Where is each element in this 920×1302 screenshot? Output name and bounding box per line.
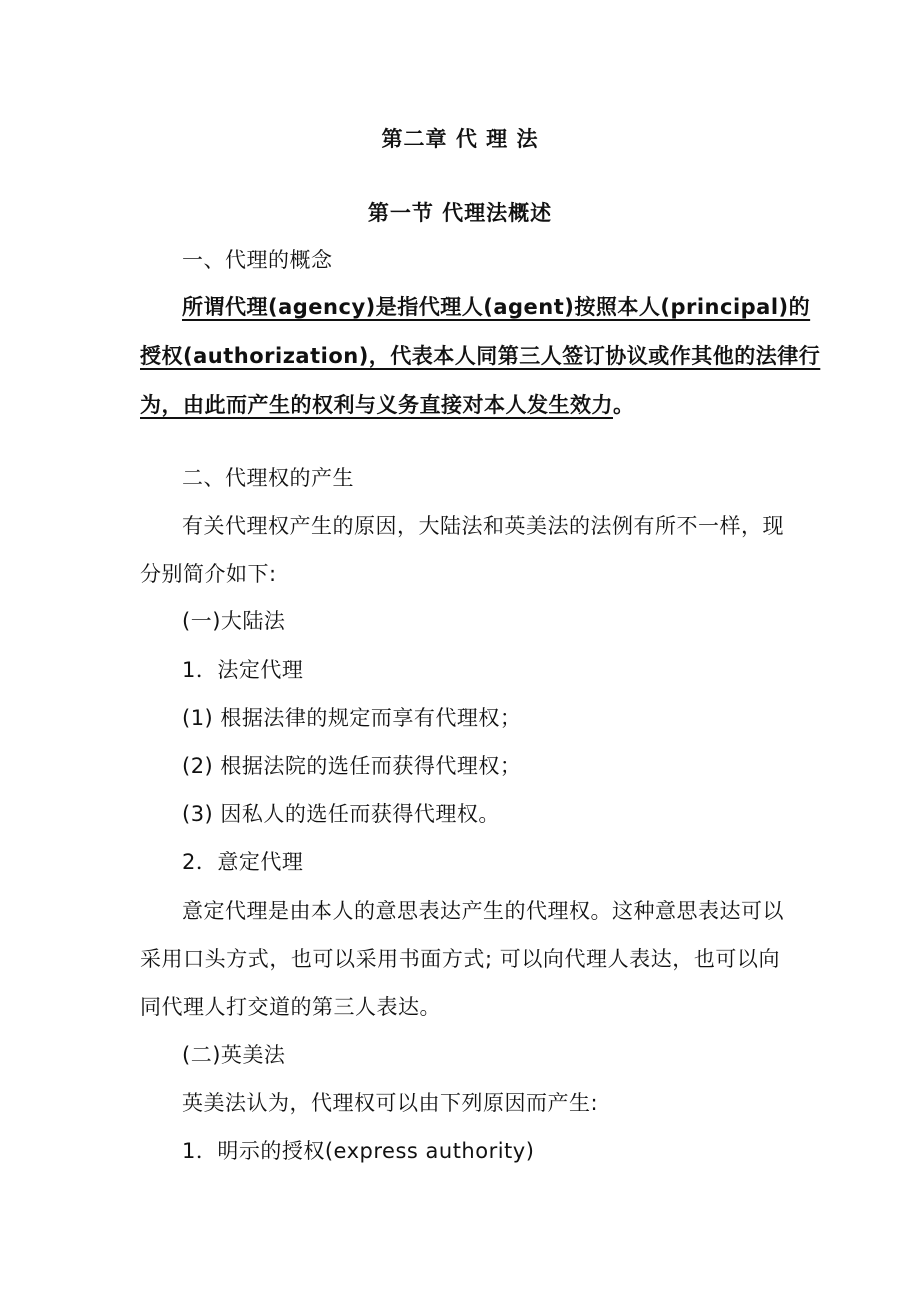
subheading-common-law: (二)英美法 bbox=[182, 1043, 286, 1067]
definition-line-3-underlined: 为，由此而产生的权利与义务直接对本人发生效力 bbox=[140, 393, 613, 417]
item-legal-agency: 1．法定代理 bbox=[182, 658, 304, 682]
legal-item-3: (3) 因私人的选任而获得代理权。 bbox=[182, 802, 500, 826]
heading-authority-origin: 二、代理权的产生 bbox=[182, 466, 354, 490]
definition-line-3-end: 。 bbox=[613, 393, 635, 417]
legal-item-1: (1) 根据法律的规定而享有代理权； bbox=[182, 706, 522, 730]
item-voluntary-agency: 2．意定代理 bbox=[182, 850, 304, 874]
voluntary-line-1: 意定代理是由本人的意思表达产生的代理权。这种意思表达可以 bbox=[182, 899, 784, 923]
definition-line-1: 所谓代理(agency)是指代理人(agent)按照本人(principal)的 bbox=[182, 295, 811, 319]
item-express-authority: 1．明示的授权(express authority) bbox=[182, 1139, 535, 1163]
section-title: 第一节 代理法概述 bbox=[367, 201, 553, 225]
definition-line-2: 授权(authorization)，代表本人同第三人签订协议或作其他的法律行 bbox=[140, 344, 821, 368]
definition-line-3 bbox=[140, 390, 780, 420]
subheading-continental-law: (一)大陆法 bbox=[182, 609, 286, 633]
intro-line-1: 有关代理权产生的原因，大陆法和英美法的法例有所不一样，现 bbox=[182, 514, 784, 538]
intro-line-2: 分别简介如下: bbox=[140, 562, 277, 586]
chapter-title: 第二章 代 理 法 bbox=[381, 127, 539, 151]
common-law-intro: 英美法认为，代理权可以由下列原因而产生: bbox=[182, 1091, 599, 1115]
voluntary-line-2: 采用口头方式，也可以采用书面方式; 可以向代理人表达，也可以向 bbox=[140, 947, 780, 971]
heading-concept: 一、代理的概念 bbox=[182, 248, 333, 272]
legal-item-2: (2) 根据法院的选任而获得代理权； bbox=[182, 754, 522, 778]
voluntary-line-3: 同代理人打交道的第三人表达。 bbox=[140, 995, 441, 1019]
